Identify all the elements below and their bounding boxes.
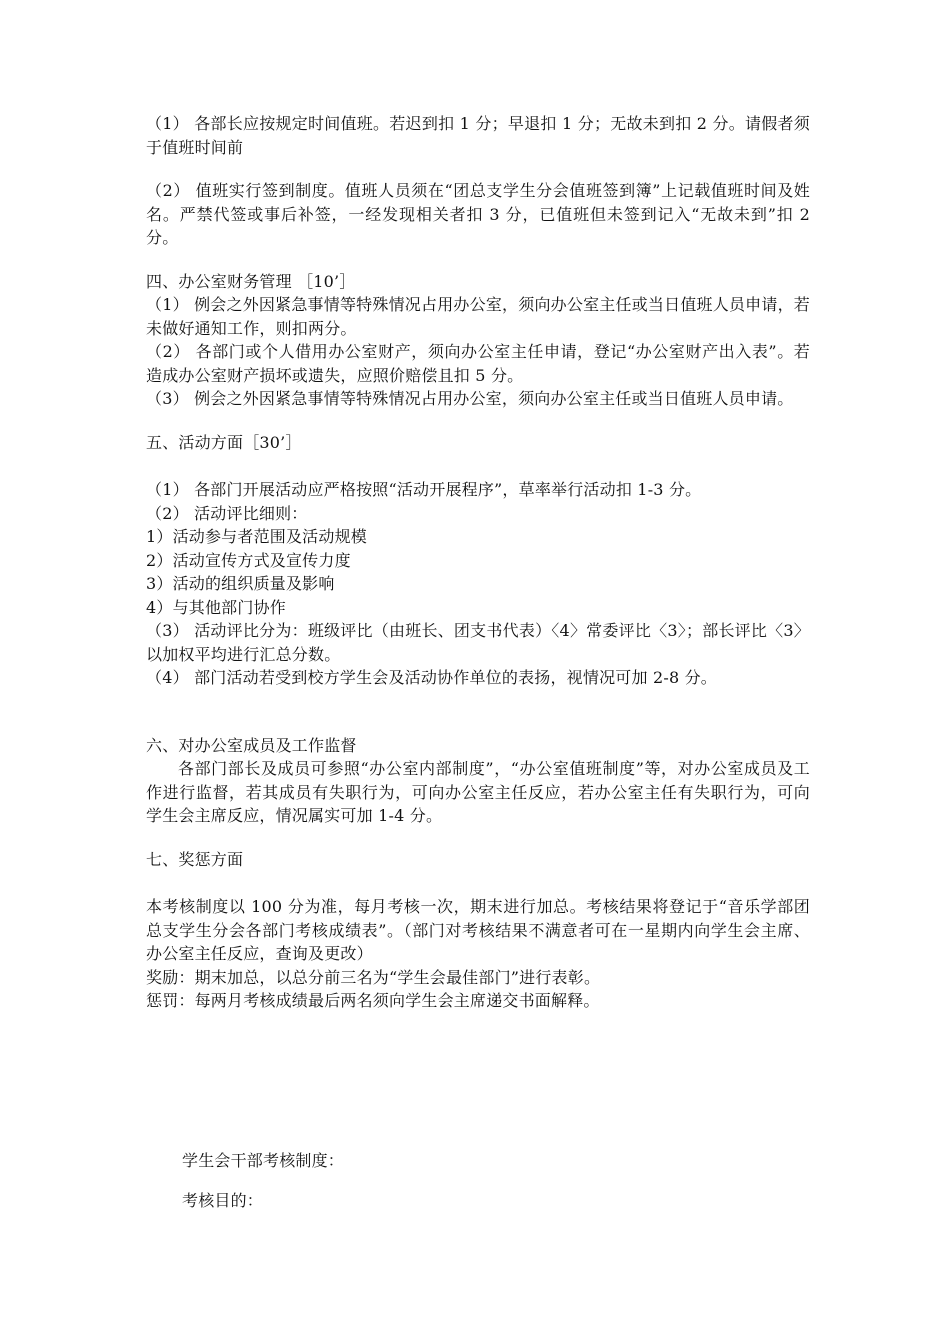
section5-item3: （3） 活动评比分为：班级评比（由班长、团支书代表）〈4〉常委评比〈3〉；部长评比〈3〉以加权平均进行汇总分数。 (146, 621, 810, 664)
section5-sub4: 4）与其他部门协作 (146, 597, 286, 617)
section7-title: 七、奖惩方面 (146, 849, 244, 869)
section4-item1: （1） 例会之外因紧急事情等特殊情况占用办公室，须向办公室主任或当日值班人员申请，若未做好通知工作，则扣两分。 (146, 295, 810, 338)
section6-title: 六、对办公室成员及工作监督 (146, 735, 357, 755)
section5-sub2: 2）活动宣传方式及宣传力度 (146, 550, 351, 570)
section6-body: 各部门部长及成员可参照“办公室内部制度”，“办公室值班制度”等，对办公室成员及工作进行监督，若其成员有失职行为，可向办公室主任反应，若办公室主任有失职行为，可向学生会主席反应，情况属实可加 1-4 分。 (146, 759, 810, 825)
section7-body: 本考核制度以 100 分为准，每月考核一次，期末进行加总。考核结果将登记于“音乐学部团总支学生分会各部门考核成绩表”。（部门对考核结果不满意者可在一星期内向学生会主席、办公室主任反应，查询及更改） (146, 897, 810, 963)
document-page (146, 112, 810, 1221)
assessment-purpose-heading: 考核目的： (182, 1190, 264, 1210)
section4-item3: （3） 例会之外因紧急事情等特殊情况占用办公室，须向办公室主任或当日值班人员申请。 (146, 389, 794, 408)
section5-sub3: 3）活动的组织质量及影响 (146, 574, 335, 593)
section5-title: 五、活动方面［30’］ (146, 432, 302, 452)
section7-reward: 奖励：期末加总，以总分前三名为“学生会最佳部门”进行表彰。 (146, 967, 601, 987)
cadre-assessment-heading: 学生会干部考核制度： (182, 1150, 345, 1170)
section4-title: 四、办公室财务管理 ［10’］ (146, 271, 356, 291)
cadre-assessment-section (146, 1141, 810, 1221)
section3-item1: （1） 各部长应按规定时间值班。若迟到扣 1 分；早退扣 1 分；无故未到扣 2 分。请假者须于值班时间前 (146, 114, 810, 157)
section7-penalty: 惩罚：每两月考核成绩最后两名须向学生会主席递交书面解释。 (146, 991, 600, 1010)
section5-item1: （1） 各部门开展活动应严格按照“活动开展程序”，草率举行活动扣 1-3 分。 (146, 480, 702, 499)
section5-item2: （2） 活动评比细则： (146, 503, 308, 523)
section5-item4: （4） 部门活动若受到校方学生会及活动协作单位的表扬，视情况可加 2-8 分。 (146, 668, 718, 687)
section4-item2: （2） 各部门或个人借用办公室财产，须向办公室主任申请，登记“办公室财产出入表”。若造成办公室财产损坏或遗失，应照价赔偿且扣 5 分。 (146, 342, 810, 385)
section5-sub1: 1）活动参与者范围及活动规模 (146, 527, 367, 546)
section3-item2: （2） 值班实行签到制度。值班人员须在“团总支学生分会值班签到簿”上记载值班时间及姓名。严禁代签或事后补签，一经发现相关者扣 3 分，已值班但未签到记入“无故未到”扣 2 分。 (146, 181, 810, 247)
